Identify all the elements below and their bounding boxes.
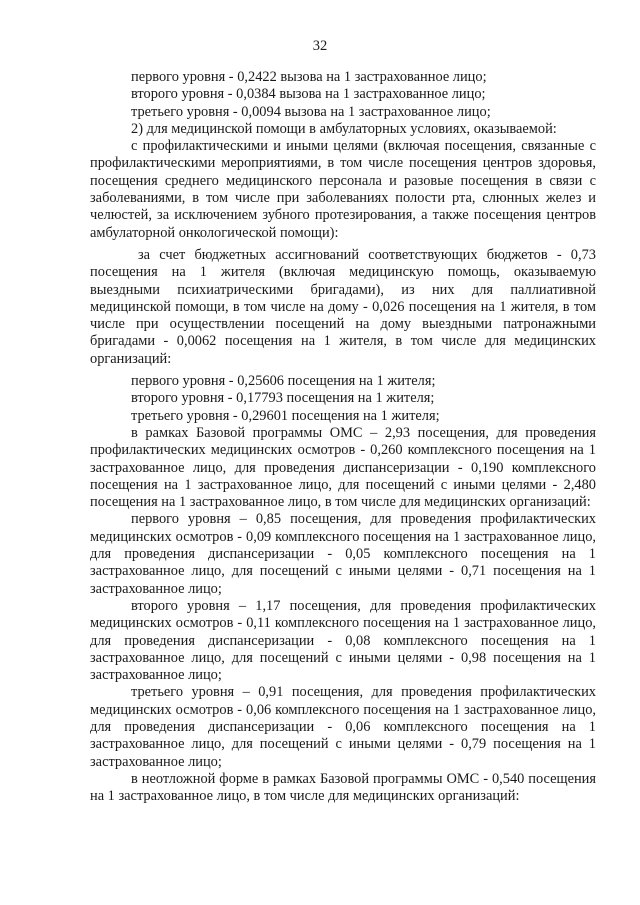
paragraph-oms-first-level: первого уровня – 0,85 посещения, для проведения профилактических медицинских осмотров - 0,09 комплексного посещения на 1 застрахованное лицо, для проведения диспансеризации - 0,05 комплексного посещения на 1 застрахованное лицо, для посещений с иными целями - 0,71 посещения на 1 застрахованное лицо; xyxy=(90,511,596,597)
paragraph-oms-third-level: третьего уровня – 0,91 посещения, для проведения профилактических медицинских осмотров - 0,06 комплексного посещения на 1 застрахованное лицо, для проведения диспансеризации - 0,06 комплексного посещения на 1 застрахованное лицо, для посещений с иными целями - 0,79 посещения на 1 застрахованное лицо; xyxy=(90,684,596,770)
paragraph-basic-oms-program: в рамках Базовой программы ОМС – 2,93 посещения, для проведения профилактических медицинских осмотров - 0,260 комплексного посещения на 1 застрахованное лицо, для проведения диспансеризации - 0,190 комплексного посещения на 1 застрахованное лицо, для посещений с иными целями - 2,480 посещения на 1 застрахованное лицо, в том числе для медицинских организаций: xyxy=(90,424,596,511)
paragraph-urgent-form: в неотложной форме в рамках Базовой программы ОМС - 0,540 посещения на 1 застрахованное лицо, в том числе для медицинских организаций: xyxy=(90,770,596,805)
paragraph-third-level-visits: третьего уровня - 0,29601 посещения на 1 жителя; xyxy=(131,407,440,424)
paragraph-first-level-calls: первого уровня - 0,2422 вызова на 1 застрахованное лицо; xyxy=(131,69,487,85)
page-number: 32 xyxy=(312,38,328,54)
paragraph-third-level-calls: третьего уровня - 0,0094 вызова на 1 застрахованное лицо; xyxy=(131,103,491,120)
paragraph-budget-allocations: за счет бюджетных ассигнований соответствующих бюджетов - 0,73 посещения на 1 жителя (включая медицинскую помощь, оказываемую выездными психиатрическими бригадами), из них для паллиативной медицинской помощи, в том числе на дому - 0,026 посещения на 1 жителя, в том числе при осуществлении посещений на дому выездными патронажными бригадами - 0,0062 посещения на 1 жителя, в том числе для медицинских организаций: xyxy=(90,246,596,367)
document-body xyxy=(90,69,596,805)
paragraph-second-level-visits: второго уровня - 0,17793 посещения на 1 жителя; xyxy=(131,390,435,407)
paragraph-first-level-visits: первого уровня - 0,25606 посещения на 1 жителя; xyxy=(131,373,436,390)
paragraph-oms-second-level: второго уровня – 1,17 посещения, для проведения профилактических медицинских осмотров - 0,11 комплексного посещения на 1 застрахованное лицо, для проведения диспансеризации - 0,08 комплексного посещения на 1 застрахованное лицо, для посещений с иными целями - 0,98 посещения на 1 застрахованное лицо; xyxy=(90,597,596,684)
paragraph-outpatient-heading: 2) для медицинской помощи в амбулаторных условиях, оказываемой: xyxy=(131,120,557,137)
paragraph-second-level-calls: второго уровня - 0,0384 вызова на 1 застрахованное лицо; xyxy=(131,86,486,103)
paragraph-preventive-visits: с профилактическими и иными целями (включая посещения, связанные с профилактическими мероприятиями, в том числе посещения центров здоровья, посещения среднего медицинского персонала и разовые посещения в связи с заболеваниями, в том числе при заболеваниях полости рта, слюнных желез и челюстей, за исключением зубного протезирования, а также посещения центров амбулаторной онкологической помощи): xyxy=(90,138,596,241)
